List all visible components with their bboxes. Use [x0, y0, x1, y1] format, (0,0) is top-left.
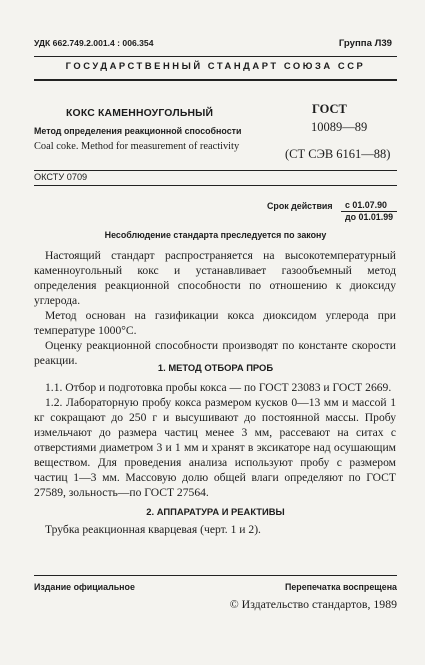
- banner-rule: [34, 79, 397, 81]
- section-1-paragraph: 1.2. Лабораторную пробу кокса размером кусков 0—13 мм и массой 1 кг сокращают до 250 г и высушивают до постоянной массы. Пробу измельчают до размера частиц менее 3 мм, рассевают на ситах с отверстиями диаметром 3 и 1 мм и хранят в эксикаторе над осушающим веществом. Для проведения анализа используют пробу с размером частиц 1—3 мм. Массовую долю общей влаги определяют по ГОСТ 27589, зольность—по ГОСТ 27564.: [34, 396, 396, 499]
- st-sev-number: (СТ СЭВ 6161—88): [285, 147, 391, 161]
- gost-number: 10089—89: [311, 120, 368, 134]
- official-edition: Издание официальное: [34, 582, 135, 592]
- section-1-paragraph: 1.1. Отбор и подготовка пробы кокса — по ГОСТ 23083 и ГОСТ 2669.: [45, 381, 392, 394]
- section-2-paragraph: Трубка реакционная кварцевая (черт. 1 и 2).: [45, 523, 261, 536]
- group-code: Группа Л39: [338, 38, 392, 49]
- section-2-text: [34, 522, 396, 537]
- section-2-heading: 2. АППАРАТУРА И РЕАКТИВЫ: [146, 506, 285, 517]
- title-ru: КОКС КАМЕННОУГОЛЬНЫЙ: [66, 108, 214, 119]
- intro-paragraph: Оценку реакционной способности производят по константе скорости реакции.: [34, 339, 396, 367]
- intro-paragraph: Метод основан на газификации кокса диоксидом углерода при температуре 1000°С.: [34, 309, 396, 337]
- okstu-rule: [34, 185, 397, 186]
- validity-label: Срок действия: [267, 201, 333, 211]
- legal-notice: Несоблюдение стандарта преследуется по закону: [104, 230, 327, 240]
- validity-to: до 01.01.99: [345, 212, 394, 222]
- state-standard-banner: ГОСУДАРСТВЕННЫЙ СТАНДАРТ СОЮЗА ССР: [65, 60, 366, 71]
- copyright: © Издательство стандартов, 1989: [229, 597, 397, 611]
- footer-rule: [34, 575, 397, 576]
- reprint-prohibited: Перепечатка воспрещена: [284, 582, 397, 592]
- subtitle-ru: Метод определения реакционной способности: [34, 126, 242, 136]
- validity-from: с 01.07.90: [345, 200, 387, 210]
- udc-code: УДК 662.749.2.001.4 : 006.354: [34, 38, 154, 48]
- intro-text: [34, 248, 396, 368]
- title-en: Coal coke. Method for measurement of reactivity: [34, 141, 240, 152]
- section-1-heading: 1. МЕТОД ОТБОРА ПРОБ: [157, 362, 274, 373]
- section-1-text: [34, 380, 396, 500]
- okstu-code: ОКСТУ 0709: [34, 172, 88, 182]
- intro-paragraph: Настоящий стандарт распространяется на высокотемпературный каменноугольный кокс и устанавливает газообъемный метод определения реакционной способности по отношению к диоксиду углерода.: [34, 249, 396, 307]
- title-rule: [34, 170, 397, 171]
- top-rule: [34, 56, 397, 57]
- gost-label: ГОСТ: [312, 102, 347, 116]
